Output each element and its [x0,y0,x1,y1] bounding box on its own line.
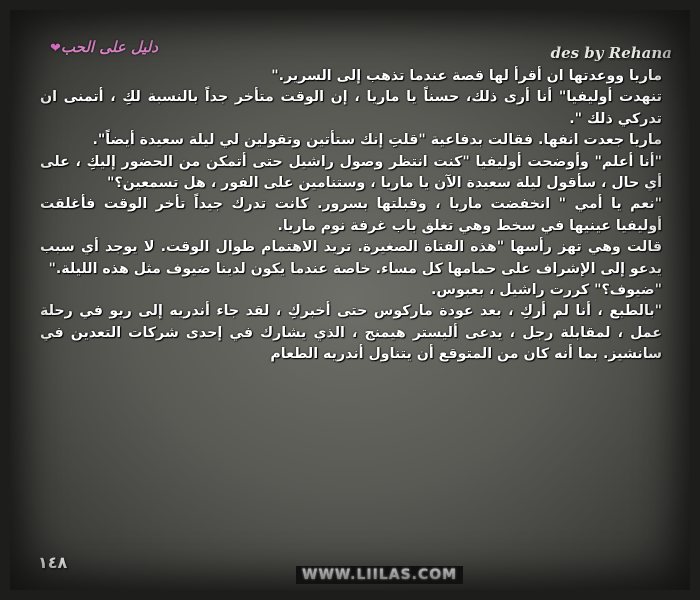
heart-icon: ❤ [50,41,61,56]
bottom-edge [0,592,700,600]
series-tag-label: دليل على الحب [60,38,159,56]
page-number: ١٤٨ [38,553,68,572]
paragraph: ماريا جعدت انفها. فقالت بدفاعية "قلتِ إنك ستأتين وتقولين لي ليلة سعيدة أيضاً". [92,132,662,149]
paragraph: "ضيوف؟" كررت راشيل ، بعبوس. [431,282,662,299]
designer-credit: des by Rehana [550,44,672,62]
right-edge [692,0,700,600]
series-tag [46,38,158,56]
paragraph: ماريا ووعدتها ان أقرأ لها قصة عندما تذهب إلى السرير." [271,68,662,84]
top-edge [0,0,700,6]
paragraph: "بالطبع ، أنا لم أركِ ، بعد عودة ماركوس حتى أخبركِ ، لقد جاء أندريه إلى ريو في رحلة عمل ، لمقابلة رجل ، يدعى أليستر هيمنج ، الذي يشارك في إحدى شركات التعدين في سانشيز. بما أنه كان من المتوقع أن يتناول أندريه الطعام [40,303,662,363]
paragraph: "أنا أعلم" وأوضحت أوليفيا "كنت انتظر وصول راشيل حتى أتمكن من الحضور إليكِ ، على أي حال ، سأقول ليلة سعيدة الآن يا ماريا ، وستنامين على الفور ، هل تسمعين؟" [40,153,662,192]
story-text [40,66,662,366]
paragraph: قالت وهي تهز رأسها "هذه الفتاة الصغيرة. تريد الاهتمام طوال الوقت. لا يوجد أي سبب يدعو إلى الإشراف على حمامها كل مساء. خاصة عندما يكون لدينا ضيوف مثل هذه الليلة." [40,239,662,277]
paragraph: "نعم يا أمي " انخفضت ماريا ، وقبلتها بسرور. كانت تدرك جيداً تأخر الوقت فأغلقت أوليفيا عينيها في سخط وهي تغلق باب غرفة نوم ماريا. [40,196,662,234]
paragraph: تنهدت أوليفيا" أنا أرى ذلك، حسناً يا ماريا ، إن الوقت متأخر جداً بالنسبة لكِ ، أتمنى ان تدركي ذلك ". [40,89,662,127]
left-edge [0,0,8,600]
website-watermark: WWW.LIILAS.COM [296,566,463,584]
